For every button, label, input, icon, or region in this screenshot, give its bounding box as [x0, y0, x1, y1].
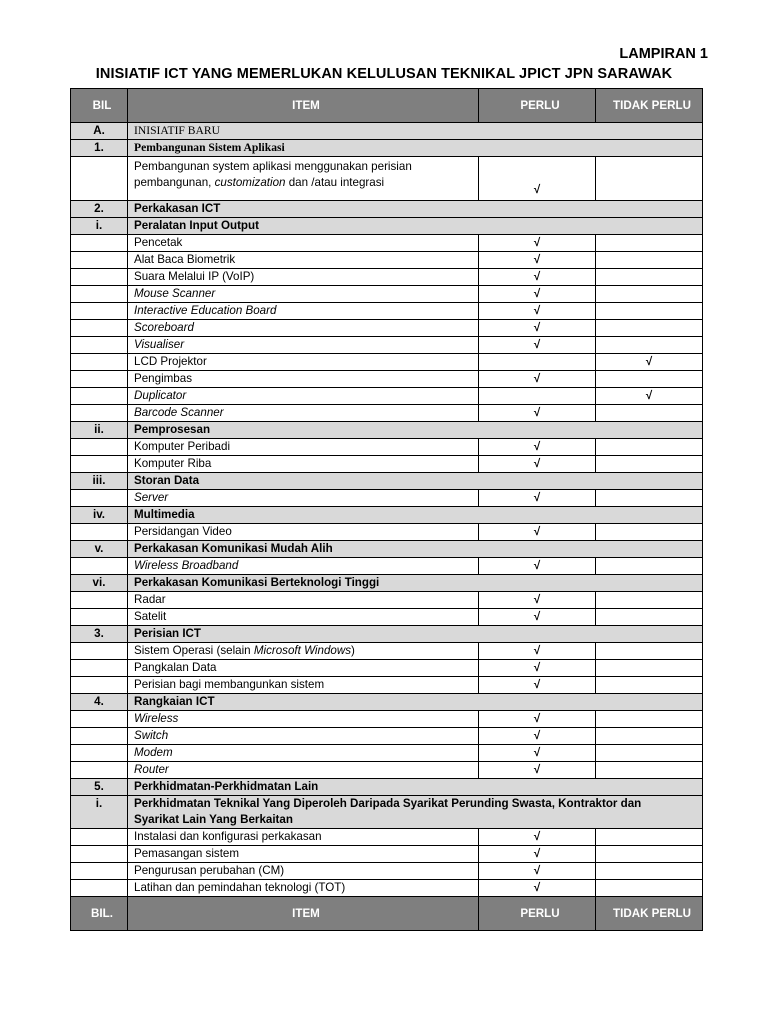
row-bil: vi. — [71, 575, 128, 592]
row-item: Rangkaian ICT — [128, 694, 703, 711]
row-item — [128, 643, 479, 660]
table-row — [71, 728, 703, 745]
section-row — [71, 473, 703, 490]
perlu-check: √ — [479, 762, 596, 779]
tidak-perlu-check — [596, 405, 703, 422]
row-item: INISIATIF BARU — [128, 123, 703, 140]
section-row — [71, 123, 703, 140]
row-item: Perkakasan ICT — [128, 201, 703, 218]
row-bil: 2. — [71, 201, 128, 218]
row-bil: i. — [71, 218, 128, 235]
row-item: Pencetak — [128, 235, 479, 252]
perlu-check: √ — [479, 829, 596, 846]
row-item: Mouse Scanner — [128, 286, 479, 303]
table-row — [71, 524, 703, 541]
row-item: Perkakasan Komunikasi Berteknologi Tinggi — [128, 575, 703, 592]
row-item: Komputer Peribadi — [128, 439, 479, 456]
row-item-line: Syarikat Lain Yang Berkaitan — [134, 813, 293, 826]
section-row — [71, 507, 703, 524]
tidak-perlu-cell — [596, 157, 703, 201]
row-item: Latihan dan pemindahan teknologi (TOT) — [128, 880, 479, 897]
section-row — [71, 422, 703, 439]
section-row — [71, 201, 703, 218]
header-item: ITEM — [128, 89, 479, 123]
table-row — [71, 846, 703, 863]
text-span-italic: Microsoft Windows — [253, 644, 352, 657]
row-item: Alat Baca Biometrik — [128, 252, 479, 269]
row-bil: ii. — [71, 422, 128, 439]
lampiran-label: LAMPIRAN 1 — [619, 46, 708, 62]
perlu-check: √ — [479, 157, 596, 201]
table-row — [71, 609, 703, 626]
tidak-perlu-check — [596, 303, 703, 320]
perlu-check: √ — [479, 592, 596, 609]
tidak-perlu-check: √ — [596, 354, 703, 371]
tidak-perlu-check — [596, 337, 703, 354]
perlu-check: √ — [479, 337, 596, 354]
perlu-check: √ — [479, 405, 596, 422]
table-footer-row — [71, 897, 703, 931]
table-row — [71, 320, 703, 337]
section-row — [71, 796, 703, 829]
document-title: INISIATIF ICT YANG MEMERLUKAN KELULUSAN TEKNIKAL JPICT JPN SARAWAK — [95, 66, 673, 82]
row-bil: 1. — [71, 140, 128, 157]
row-item: Server — [128, 490, 479, 507]
perlu-check: √ — [479, 235, 596, 252]
table-row — [71, 762, 703, 779]
table-row — [71, 660, 703, 677]
section-row — [71, 626, 703, 643]
perlu-check: √ — [479, 863, 596, 880]
text-span: dan /atau integrasi — [285, 176, 385, 189]
table-row — [71, 157, 703, 201]
table-row — [71, 269, 703, 286]
perlu-check: √ — [479, 490, 596, 507]
row-item: Wireless — [128, 711, 479, 728]
row-item: Perkhidmatan-Perkhidmatan Lain — [128, 779, 703, 796]
row-item: Visualiser — [128, 337, 479, 354]
table-row — [71, 456, 703, 473]
row-item: Pemprosesan — [128, 422, 703, 439]
table-row — [71, 388, 703, 405]
table-row — [71, 252, 703, 269]
row-bil: i. — [71, 796, 128, 829]
row-item: Peralatan Input Output — [128, 218, 703, 235]
table-row — [71, 439, 703, 456]
text-span: Sistem Operasi (selain — [134, 644, 254, 657]
row-item: Instalasi dan konfigurasi perkakasan — [128, 829, 479, 846]
header-bil: BIL — [71, 89, 128, 123]
row-item: Wireless Broadband — [128, 558, 479, 575]
table-row — [71, 829, 703, 846]
section-row — [71, 140, 703, 157]
row-bil: 5. — [71, 779, 128, 796]
perlu-check: √ — [479, 677, 596, 694]
tidak-perlu-check — [596, 371, 703, 388]
row-item: Perisian ICT — [128, 626, 703, 643]
perlu-check: √ — [479, 846, 596, 863]
table-header-row — [71, 89, 703, 123]
header-tidak-perlu: TIDAK PERLU — [596, 89, 703, 123]
text-span: ) — [351, 644, 355, 657]
tidak-perlu-check — [596, 235, 703, 252]
tidak-perlu-check — [596, 269, 703, 286]
perlu-check: √ — [479, 371, 596, 388]
perlu-check: √ — [479, 252, 596, 269]
perlu-check: √ — [479, 745, 596, 762]
section-row — [71, 218, 703, 235]
table-row — [71, 592, 703, 609]
header-perlu: PERLU — [479, 89, 596, 123]
row-bil: 4. — [71, 694, 128, 711]
perlu-check: √ — [479, 660, 596, 677]
row-item: Interactive Education Board — [128, 303, 479, 320]
footer-perlu: PERLU — [479, 897, 596, 931]
footer-item: ITEM — [128, 897, 479, 931]
section-row — [71, 694, 703, 711]
row-item: Pangkalan Data — [128, 660, 479, 677]
row-item-line — [134, 175, 478, 191]
table-row — [71, 643, 703, 660]
table-row — [71, 490, 703, 507]
table-row — [71, 880, 703, 897]
perlu-check: √ — [479, 303, 596, 320]
row-item: Switch — [128, 728, 479, 745]
table-row — [71, 337, 703, 354]
perlu-check: √ — [479, 880, 596, 897]
row-item: Pemasangan sistem — [128, 846, 479, 863]
perlu-check: √ — [479, 439, 596, 456]
row-bil: iii. — [71, 473, 128, 490]
row-item: Pengurusan perubahan (CM) — [128, 863, 479, 880]
row-item: Pengimbas — [128, 371, 479, 388]
tidak-perlu-check — [596, 320, 703, 337]
row-item: Modem — [128, 745, 479, 762]
tidak-perlu-check: √ — [596, 388, 703, 405]
table-row — [71, 711, 703, 728]
row-item: Multimedia — [128, 507, 703, 524]
row-item: Barcode Scanner — [128, 405, 479, 422]
row-bil: A. — [71, 123, 128, 140]
ict-initiative-table — [70, 88, 703, 931]
text-span-italic: customization — [214, 176, 286, 189]
perlu-check: √ — [479, 728, 596, 745]
row-item: Perkakasan Komunikasi Mudah Alih — [128, 541, 703, 558]
perlu-check: √ — [479, 643, 596, 660]
row-item: LCD Projektor — [128, 354, 479, 371]
perlu-check: √ — [479, 286, 596, 303]
perlu-check — [479, 354, 596, 371]
table-row — [71, 677, 703, 694]
row-item: Radar — [128, 592, 479, 609]
row-bil: 3. — [71, 626, 128, 643]
table-row — [71, 863, 703, 880]
row-item: Komputer Riba — [128, 456, 479, 473]
perlu-check: √ — [479, 524, 596, 541]
table-row — [71, 303, 703, 320]
table-row — [71, 745, 703, 762]
row-bil: iv. — [71, 507, 128, 524]
section-row — [71, 779, 703, 796]
tidak-perlu-check — [596, 286, 703, 303]
table-row — [71, 405, 703, 422]
row-bil: v. — [71, 541, 128, 558]
perlu-check — [479, 388, 596, 405]
row-item-line: Pembangunan system aplikasi menggunakan perisian — [134, 160, 412, 173]
row-item: Storan Data — [128, 473, 703, 490]
table-row — [71, 354, 703, 371]
row-item: Duplicator — [128, 388, 479, 405]
table-row — [71, 371, 703, 388]
row-item: Perisian bagi membangunkan sistem — [128, 677, 479, 694]
row-bil-empty — [71, 157, 128, 201]
perlu-check: √ — [479, 558, 596, 575]
row-item: Pembangunan Sistem Aplikasi — [128, 140, 703, 157]
perlu-check: √ — [479, 609, 596, 626]
footer-tidak-perlu: TIDAK PERLU — [596, 897, 703, 931]
footer-bil: BIL. — [71, 897, 128, 931]
row-item: Suara Melalui IP (VoIP) — [128, 269, 479, 286]
table-row — [71, 286, 703, 303]
row-item: Persidangan Video — [128, 524, 479, 541]
table-row — [71, 558, 703, 575]
section-row — [71, 541, 703, 558]
perlu-check: √ — [479, 320, 596, 337]
perlu-check: √ — [479, 711, 596, 728]
row-item: Scoreboard — [128, 320, 479, 337]
row-item — [128, 157, 479, 201]
tidak-perlu-check — [596, 252, 703, 269]
text-span: pembangunan, — [134, 176, 215, 189]
perlu-check: √ — [479, 456, 596, 473]
row-item-line: Perkhidmatan Teknikal Yang Diperoleh Daripada Syarikat Perunding Swasta, Kontraktor dan — [134, 797, 642, 810]
row-item — [128, 796, 703, 829]
row-item: Router — [128, 762, 479, 779]
table-row — [71, 235, 703, 252]
section-row — [71, 575, 703, 592]
row-item: Satelit — [128, 609, 479, 626]
perlu-check: √ — [479, 269, 596, 286]
